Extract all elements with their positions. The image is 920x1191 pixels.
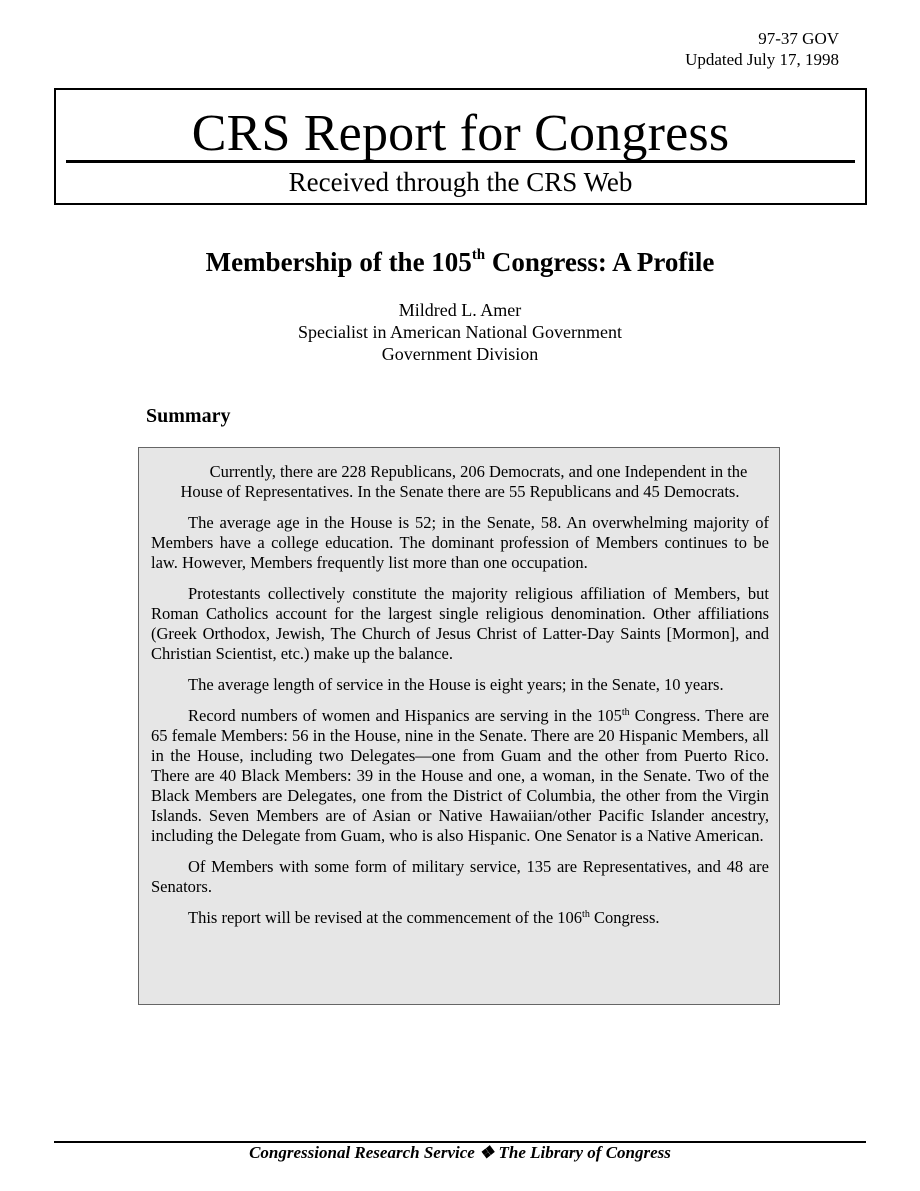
summary-diversity-text: Record numbers of women and Hispanics are serving in the 105 [188,706,622,725]
summary-religion: Protestants collectively constitute the majority religious affiliation of Members, but Roman Catholics account for the largest single religious denomination. Other affiliations (Greek Orthodox, Jewish, The Church of Jesus Christ of Latter-Day Saints [Mormon], and Christian Scientist, etc.) make up the balance. [151,584,769,663]
summary-diversity-text-rest: Congress. There are 65 female Members: 56 in the House, nine in the Senate. There are 20 Hispanic Members, all in the House, including two Delegates—one from Guam and the other from Puerto Rico. There are 40 Black Members: 39 in the House and one, a woman, in the Senate. Two of the Black Members are Delegates, one from the District of Columbia, the other from the Virgin Islands. Seven Members are of Asian or Native Hawaiian/other Pacific Islander ancestry, including the Delegate from Guam, who is also Hispanic. One Senator is a Native American. [151,706,769,845]
summary-military-service: Of Members with some form of military service, 135 are Representatives, and 48 are Senators. [151,857,769,896]
report-meta [685,28,839,70]
summary-age-education: The average age in the House is 52; in the Senate, 58. An overwhelming majority of Members have a college education. The dominant profession of Members continues to be law. However, Members frequently list more than one occupation. [151,513,769,572]
summary-heading: Summary [146,405,231,427]
document-title-text: Membership of the 105 [205,247,472,277]
summary-revision-note [151,908,769,928]
document-title-suffix: Congress: A Profile [485,247,715,277]
summary-revision-text: This report will be revised at the commencement of the 106 [188,908,583,927]
summary-party-composition: Currently, there are 228 Republicans, 206 Democrats, and one Independent in the House of Representatives. In the Senate there are 55 Republicans and 45 Democrats. [180,462,748,501]
report-header [54,88,867,205]
document-title [0,244,920,280]
report-number: 97-37 GOV [758,29,839,48]
summary-service-length: The average length of service in the House is eight years; in the Senate, 10 years. [188,675,724,694]
author-block [0,299,920,365]
footer-text: Congressional Research Service ❖ The Library of Congress [249,1143,671,1162]
author-position: Specialist in American National Government [298,322,622,342]
summary-revision-ordinal: th [582,909,590,920]
summary-revision-text-rest: Congress. [589,908,660,927]
author-name: Mildred L. Amer [398,300,522,320]
document-title-ordinal: th [471,247,486,263]
summary-box [138,447,780,1005]
summary-diversity [151,706,769,846]
header-divider [66,160,855,163]
report-header-subtitle: Received through the CRS Web [288,167,633,197]
report-header-title: CRS Report for Congress [191,105,730,162]
author-division: Government Division [381,344,539,364]
summary-diversity-ordinal: th [621,707,630,718]
updated-date: Updated July 17, 1998 [685,50,839,69]
